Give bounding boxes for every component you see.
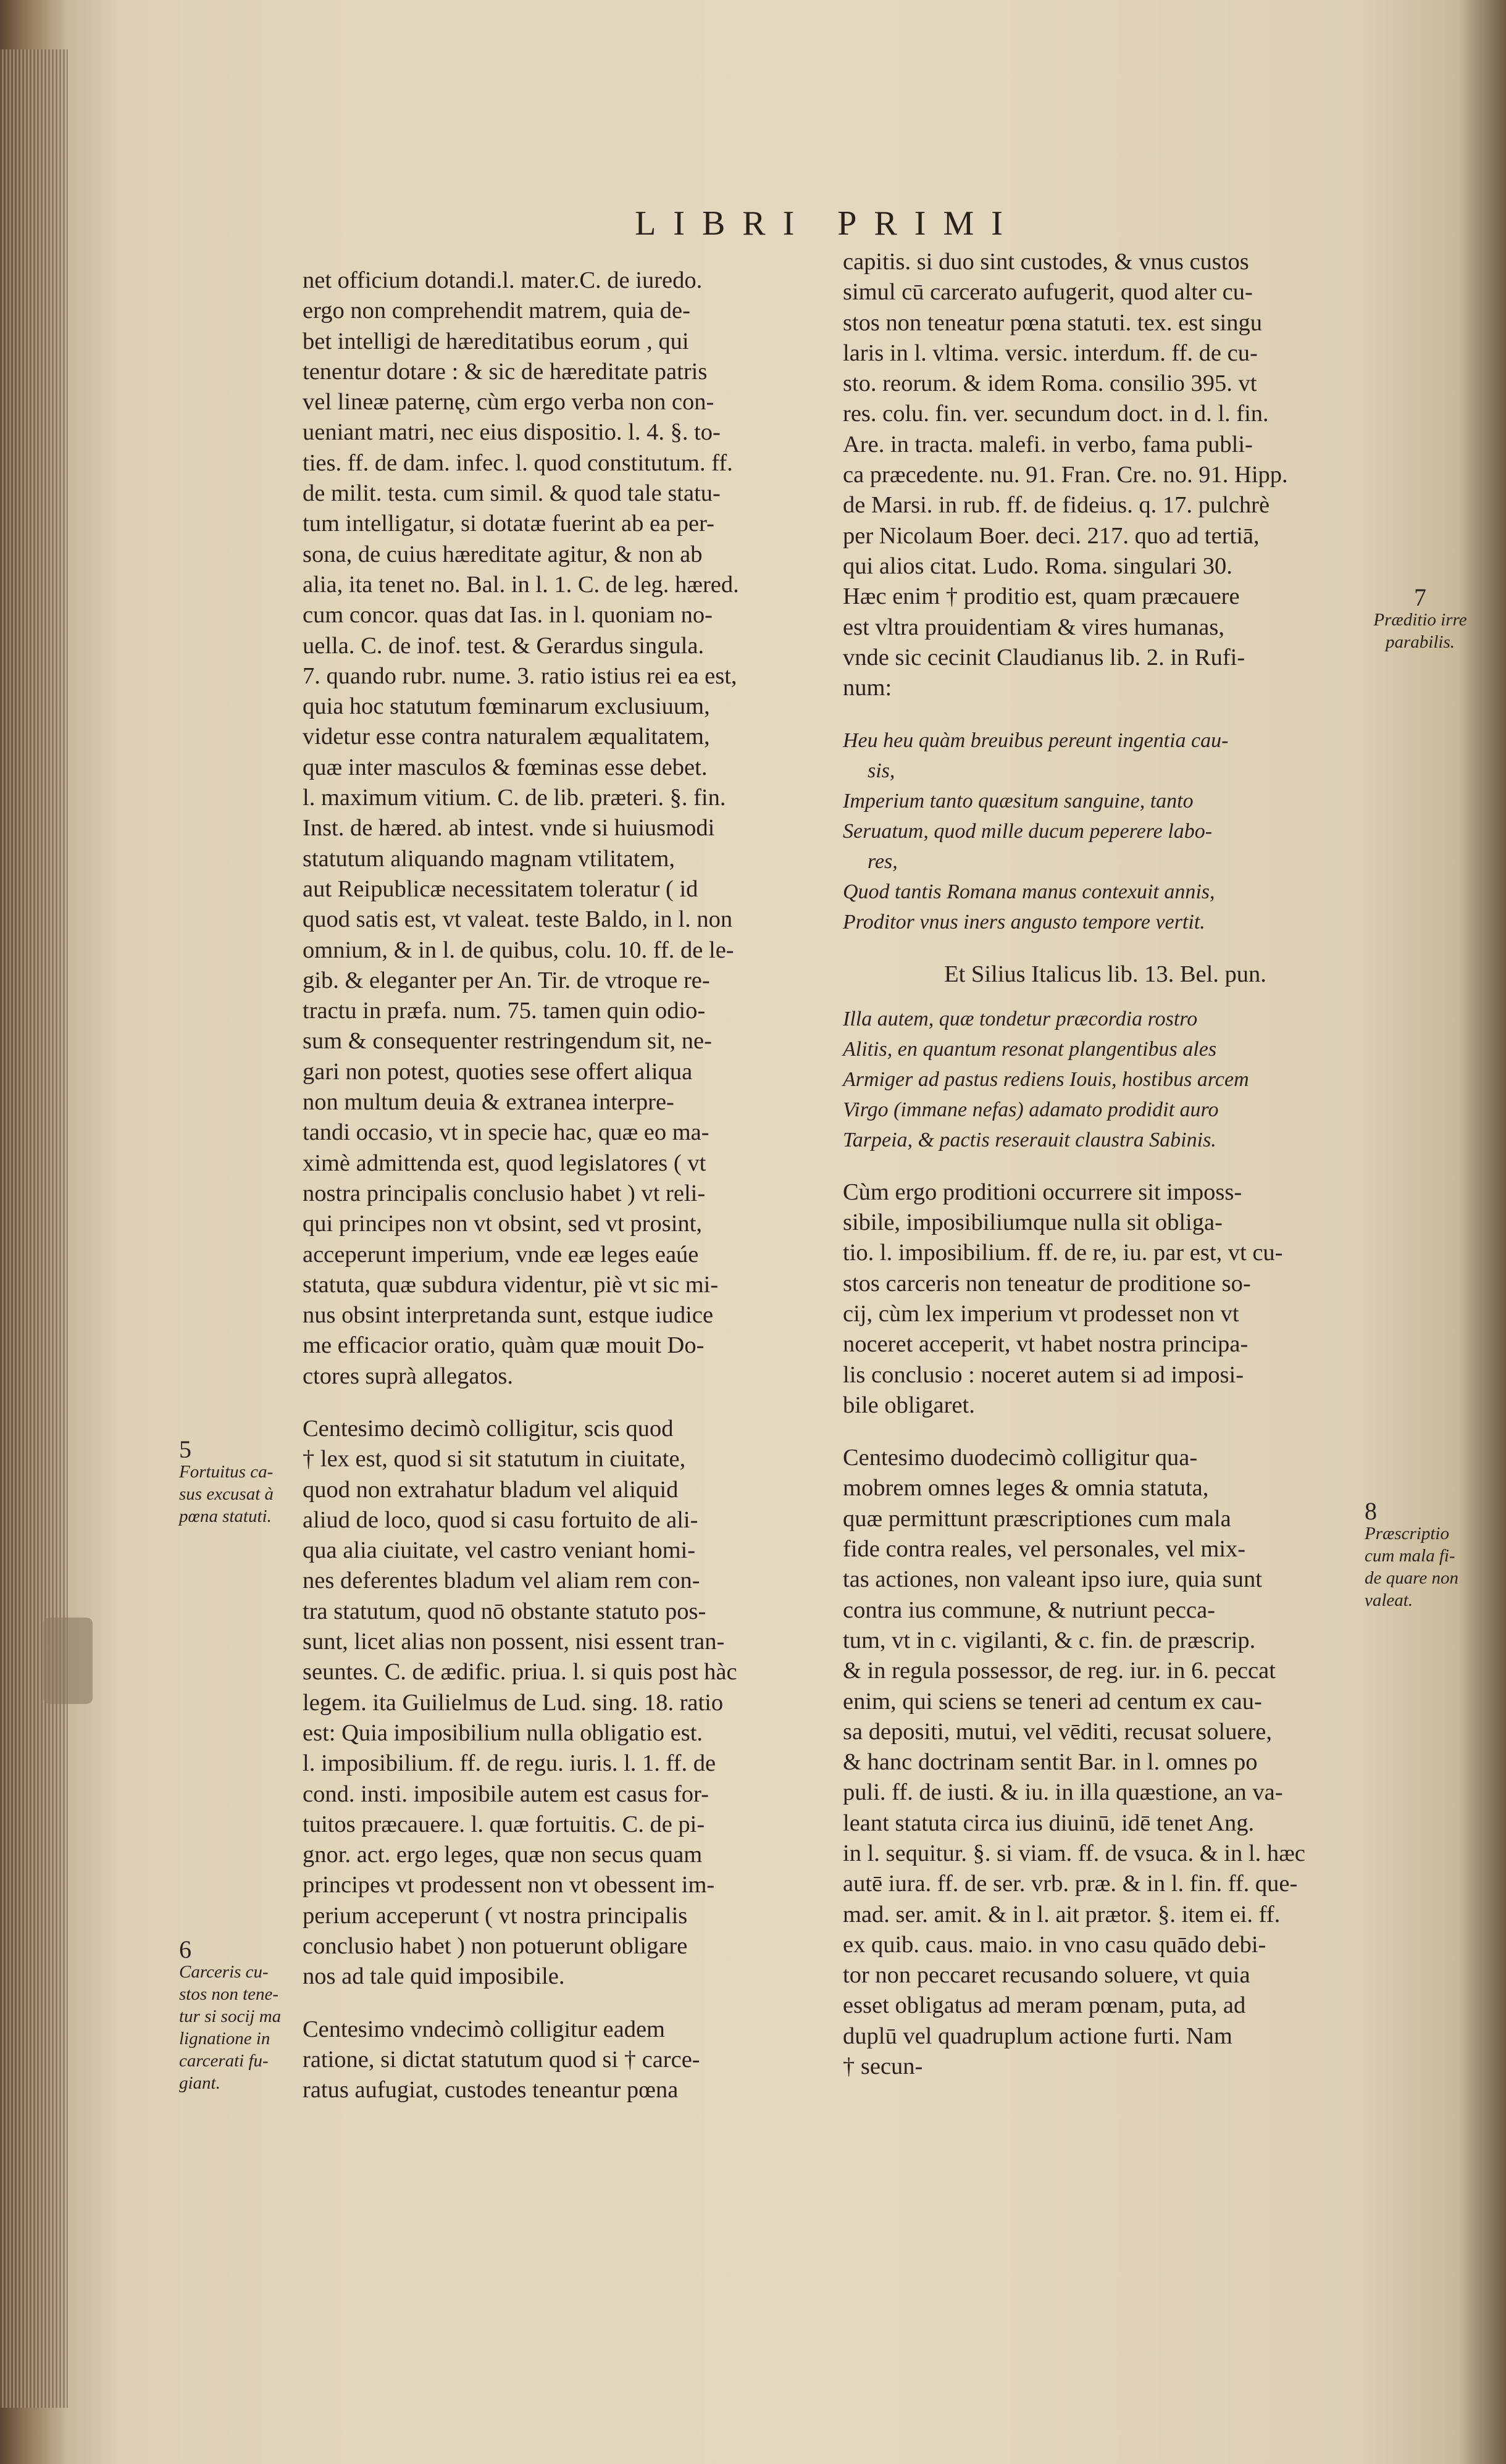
verse-line: Heu heu quàm breuibus pereunt ingentia cau- xyxy=(843,729,1229,753)
text-line: cum concor. quas dat Ias. in l. quoniam no- xyxy=(303,602,713,629)
text-line: ctores suprà allegatos. xyxy=(303,1363,514,1389)
text-line: non multum deuia & extranea interpre- xyxy=(303,1089,674,1116)
verse-line: Seruatum, quod mille ducum peperere labo- xyxy=(843,820,1213,843)
text-line: Centesimo decimò colligitur, scis quod xyxy=(303,1415,674,1442)
verse-line: Imperium tanto quæsitum sanguine, tanto xyxy=(843,790,1194,813)
text-line: gib. & eleganter per An. Tir. de vtroque re- xyxy=(303,967,710,993)
text-line: est: Quia imposibilium nulla obligatio est. xyxy=(303,1719,703,1746)
text-line: est vltra prouidentiam & vires humanas, xyxy=(843,614,1224,640)
text-line: sum & consequenter restringendum sit, ne- xyxy=(303,1028,712,1055)
margin-note-5 xyxy=(179,1435,290,1527)
text-line: nus obsint interpretanda sunt, estque iudice xyxy=(303,1302,714,1329)
text-line: contra ius commune, & nutriunt pecca- xyxy=(843,1597,1215,1623)
margin-note-line: pœna statuti. xyxy=(179,1506,272,1526)
text-line: & in regula possessor, de reg. iur. in 6. peccat xyxy=(843,1658,1276,1684)
margin-note-number: 6 xyxy=(179,1936,191,1963)
text-line: † secun- xyxy=(843,2053,923,2080)
text-line: enim, qui sciens se teneri ad centum ex cau- xyxy=(843,1688,1262,1714)
text-line: nostra principalis conclusio habet ) vt reli- xyxy=(303,1180,706,1206)
left-column-paragraph-3 xyxy=(303,2015,815,2106)
text-line: noceret acceperit, vt habet nostra principa- xyxy=(843,1331,1249,1358)
text-line: quod non extrahatur bladum vel aliquid xyxy=(303,1476,679,1503)
text-line: perium acceperunt ( vt nostra principalis xyxy=(303,1902,688,1929)
text-line: aut Reipublicæ necessitatem toleratur ( id xyxy=(303,875,698,902)
text-line: tandi occasio, vt in specie hac, quæ eo ma- xyxy=(303,1119,709,1146)
text-line: me efficacior oratio, quàm quæ mouit Do- xyxy=(303,1332,705,1359)
right-column xyxy=(843,247,1368,2082)
text-line: leant statuta circa ius diuinū, idē tenet Ang. xyxy=(843,1810,1255,1836)
text-line: net officium dotandi.l. mater.C. de iuredo. xyxy=(303,267,703,293)
text-line: res. colu. fin. ver. secundum doct. in d. l. fin. xyxy=(843,401,1269,427)
text-line: de Marsi. in rub. ff. de fideius. q. 17. pulchrè xyxy=(843,492,1270,519)
margin-note-line: sus excusat à xyxy=(179,1484,274,1504)
text-line: capitis. si duo sint custodes, & vnus custos xyxy=(843,249,1249,275)
text-line: mad. ser. amit. & in l. ait prætor. §. item ei. ff. xyxy=(843,1901,1281,1927)
text-line: quæ permittunt præscriptiones cum mala xyxy=(843,1505,1231,1532)
text-line: statuta, quæ subdura videntur, piè vt sic mi- xyxy=(303,1271,719,1298)
text-line: ratione, si dictat statutum quod si † carce- xyxy=(303,2046,700,2073)
text-line: simul cū carcerato aufugerit, quod alter cu- xyxy=(843,279,1253,306)
text-line: seuntes. C. de ædific. priua. l. si quis post hàc xyxy=(303,1659,737,1685)
verse-line: Proditor vnus iners angusto tempore vertit. xyxy=(843,911,1205,934)
text-line: sto. reorum. & idem Roma. consilio 395. vt xyxy=(843,370,1257,397)
text-line: aliud de loco, quod si casu fortuito de ali- xyxy=(303,1506,698,1533)
text-line: ca præcedente. nu. 91. Fran. Cre. no. 91. Hipp. xyxy=(843,462,1288,488)
margin-note-line: Fortuitus ca- xyxy=(179,1462,274,1482)
margin-note-line: Præditio irre xyxy=(1373,610,1467,630)
silius-line: Et Silius Italicus lib. 13. Bel. pun. xyxy=(944,961,1266,988)
text-line: sona, de cuius hæreditate agitur, & non ab xyxy=(303,541,703,567)
text-line: qui alios citat. Ludo. Roma. singulari 30. xyxy=(843,553,1232,579)
text-line: † lex est, quod si sit statutum in ciuitate, xyxy=(303,1446,686,1472)
text-line: ratus aufugiat, custodes teneantur pœna xyxy=(303,2077,679,2103)
margin-note-8 xyxy=(1365,1497,1488,1611)
text-line: tum intelligatur, si dotatæ fuerint ab ea per- xyxy=(303,511,714,537)
text-line: Are. in tracta. malefi. in verbo, fama publi- xyxy=(843,431,1253,457)
text-line: cij, cùm lex imperium vt prodesset non vt xyxy=(843,1300,1239,1327)
text-line: tractu in præfa. num. 75. tamen quin odio- xyxy=(303,998,706,1024)
text-line: sa depositi, mutui, vel vēditi, recusat soluere, xyxy=(843,1718,1272,1745)
text-line: ergo non comprehendit matrem, quia de- xyxy=(303,298,690,324)
text-line: nes deferentes bladum vel aliam rem con- xyxy=(303,1568,700,1594)
text-line: per Nicolaum Boer. deci. 217. quo ad tertiā, xyxy=(843,522,1260,549)
text-line: Centesimo vndecimò colligitur eadem xyxy=(303,2016,665,2042)
text-line: autē iura. ff. de ser. vrb. præ. & in l. fin. ff. que- xyxy=(843,1871,1298,1897)
left-column-paragraph-1 xyxy=(303,265,815,1392)
text-line: tra statutum, quod nō obstante statuto pos- xyxy=(303,1598,706,1624)
text-line: ties. ff. de dam. infec. l. quod constitutum. ff. xyxy=(303,449,733,476)
text-line: l. imposibilium. ff. de regu. iuris. l. 1. ff. de xyxy=(303,1750,716,1777)
text-line: tuitos præcauere. l. quæ fortuitis. C. de pi- xyxy=(303,1811,705,1837)
text-line: quod satis est, vt valeat. teste Baldo, in l. non xyxy=(303,906,733,933)
text-line: tas actiones, non valeant ipso iure, quia sunt xyxy=(843,1566,1262,1593)
text-line: statutum aliquando magnam vtilitatem, xyxy=(303,845,676,872)
running-header: LIBRI PRIMI xyxy=(635,204,1020,243)
text-line: & hanc doctrinam sentit Bar. in l. omnes po xyxy=(843,1749,1258,1776)
margin-note-number: 8 xyxy=(1365,1497,1377,1525)
text-line: ueniant matri, nec eius dispositio. l. 4. §. to- xyxy=(303,419,721,446)
margin-note-line: tur si socij ma xyxy=(179,2007,282,2026)
margin-note-line: de quare non xyxy=(1365,1568,1458,1588)
text-line: in l. sequitur. §. si viam. ff. de vsuca. & in l. hæc xyxy=(843,1840,1305,1866)
margin-note-7 xyxy=(1355,583,1485,653)
text-line: duplū vel quadruplum actione furti. Nam xyxy=(843,2023,1232,2049)
margin-note-number: 5 xyxy=(179,1435,191,1463)
margin-note-line: stos non tene- xyxy=(179,1984,279,2004)
right-column-paragraph-1 xyxy=(843,247,1368,703)
text-line: Inst. de hæred. ab intest. vnde si huiusmodi xyxy=(303,815,715,842)
text-line: puli. ff. de iusti. & iu. in illa quæstione, an va- xyxy=(843,1779,1283,1806)
verse-line: Illa autem, quæ tondetur præcordia rostro xyxy=(843,1007,1198,1030)
text-line: ex quib. caus. maio. in vno casu quādo debi- xyxy=(843,1931,1266,1958)
text-line: alia, ita tenet no. Bal. in l. 1. C. de leg. hæred. xyxy=(303,571,739,598)
text-line: tum, vt in c. vigilanti, & c. fin. de præscrip. xyxy=(843,1627,1256,1653)
text-line: tenentur dotare : & sic de hæreditate patris xyxy=(303,358,708,385)
verse-line: Armiger ad pastus rediens Iouis, hostibus arcem xyxy=(843,1067,1249,1091)
text-line: 7. quando rubr. nume. 3. ratio istius rei ea est, xyxy=(303,662,737,689)
text-line: vel lineæ paternę, cùm ergo verba non con- xyxy=(303,389,714,416)
text-line: qua alia ciuitate, vel castro veniant homi- xyxy=(303,1537,696,1564)
margin-note-line: valeat. xyxy=(1365,1590,1413,1610)
text-line: esset obligatus ad meram pœnam, puta, ad xyxy=(843,1992,1246,2019)
text-line: tio. l. imposibilium. ff. de re, iu. par est, vt cu- xyxy=(843,1240,1283,1266)
verse-line: Alitis, en quantum resonat plangentibus ales xyxy=(843,1037,1217,1061)
text-line: Centesimo duodecimò colligitur qua- xyxy=(843,1445,1198,1471)
text-line: stos carceris non teneatur de proditione so- xyxy=(843,1270,1251,1297)
margin-note-line: Præscriptio xyxy=(1365,1524,1449,1543)
margin-note-line: cum mala fi- xyxy=(1365,1546,1455,1566)
text-line: sibile, imposibiliumque nulla sit obliga- xyxy=(843,1209,1223,1236)
text-line: mobrem omnes leges & omnia statuta, xyxy=(843,1475,1209,1501)
margin-note-line: lignatione in xyxy=(179,2029,270,2048)
margin-note-line: carcerati fu- xyxy=(179,2051,269,2071)
text-line: uella. C. de inof. test. & Gerardus singula. xyxy=(303,632,705,659)
text-line: de milit. testa. cum simil. & quod tale statu- xyxy=(303,480,721,507)
text-line: quæ inter masculos & fœminas esse debet. xyxy=(303,754,708,780)
text-line: gnor. act. ergo leges, quæ non secus quam xyxy=(303,1842,703,1868)
text-line: bet intelligi de hæreditatibus eorum , qui xyxy=(303,328,689,354)
text-line: gari non potest, quoties sese offert aliqua xyxy=(303,1058,693,1085)
text-line: lis conclusio : noceret autem si ad imposi- xyxy=(843,1361,1244,1388)
verse-line: Quod tantis Romana manus contexuit annis, xyxy=(843,880,1215,904)
verse-line: res, xyxy=(868,850,898,874)
verse-silius xyxy=(843,1004,1368,1155)
text-line: bile obligaret. xyxy=(843,1392,975,1418)
text-line: quia hoc statutum fœminarum exclusiuum, xyxy=(303,693,710,720)
text-line: tor non peccaret recusando soluere, vt quia xyxy=(843,1962,1250,1989)
text-line: qui principes non vt obsint, sed vt prosint, xyxy=(303,1211,702,1237)
verse-line: Virgo (immane nefas) adamato prodidit auro xyxy=(843,1098,1219,1121)
text-line: principes vt prodessent non vt obessent im- xyxy=(303,1872,715,1898)
margin-note-line: parabilis. xyxy=(1386,632,1455,652)
page-edges xyxy=(0,49,68,2408)
right-column-paragraph-2 xyxy=(843,1177,1368,1421)
left-column-paragraph-2 xyxy=(303,1414,815,1992)
text-line: ximè admittenda est, quod legislatores ( vt xyxy=(303,1150,706,1176)
margin-note-line: Carceris cu- xyxy=(179,1962,269,1982)
verse-line: sis, xyxy=(868,759,895,783)
right-column-paragraph-3 xyxy=(843,1443,1368,2082)
verse-line: Tarpeia, & pactis reserauit claustra Sabinis. xyxy=(843,1128,1216,1151)
text-line: legem. ita Guilielmus de Lud. sing. 18. ratio xyxy=(303,1689,724,1716)
text-line: l. maximum vitium. C. de lib. præteri. §. fin. xyxy=(303,785,726,811)
text-line: Hæc enim † proditio est, quam præcauere xyxy=(843,583,1240,610)
text-line: acceperunt imperium, vnde eæ leges eaúe xyxy=(303,1241,699,1267)
text-line: cond. insti. imposibile autem est casus for- xyxy=(303,1781,709,1807)
left-column xyxy=(303,265,815,2106)
text-line: conclusio habet ) non potuerunt obligare xyxy=(303,1933,688,1960)
text-line: laris in l. vltima. versic. interdum. ff. de cu- xyxy=(843,340,1258,366)
text-line: stos non teneatur pœna statuti. tex. est singu xyxy=(843,309,1262,336)
text-line: num: xyxy=(843,675,892,701)
margin-note-number: 7 xyxy=(1414,583,1426,611)
text-line: sunt, licet alias non possent, nisi essent tran- xyxy=(303,1629,725,1655)
page-clip-mark xyxy=(43,1618,93,1704)
text-line: fide contra reales, vel personales, vel mix- xyxy=(843,1536,1246,1563)
text-line: Cùm ergo proditioni occurrere sit imposs- xyxy=(843,1179,1242,1205)
text-line: vnde sic cecinit Claudianus lib. 2. in Rufi- xyxy=(843,644,1245,670)
margin-note-6 xyxy=(179,1936,290,2094)
text-line: nos ad tale quid imposibile. xyxy=(303,1963,565,1990)
verse-claudianus xyxy=(843,725,1368,937)
margin-note-line: giant. xyxy=(179,2073,220,2093)
text-line: omnium, & in l. de quibus, colu. 10. ff. de le- xyxy=(303,937,734,963)
text-line: videtur esse contra naturalem æqualitatem, xyxy=(303,724,710,750)
